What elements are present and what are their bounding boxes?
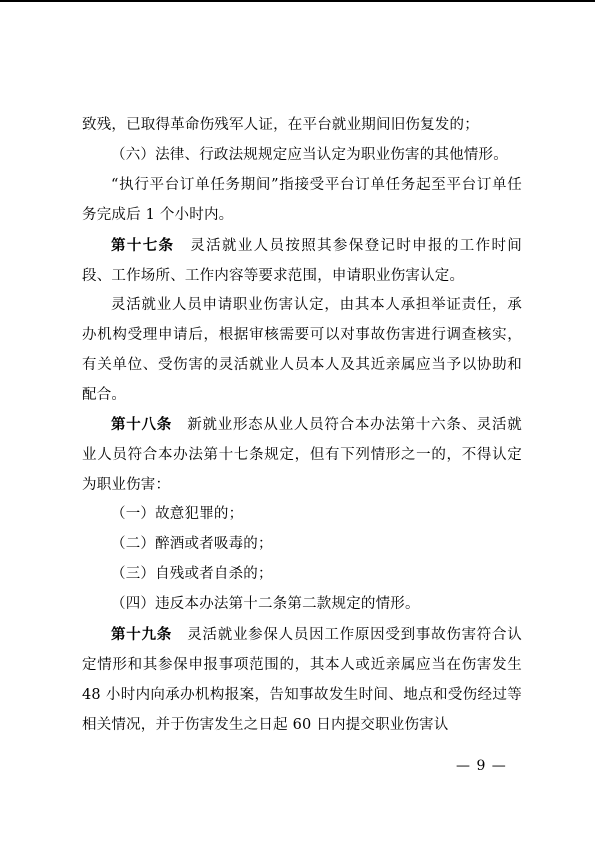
article-19-text: 灵活就业参保人员因工作原因受到事故伤害符合认定情形和其参保申报事项范围的，其本人或近亲属应当在伤害发生 48 小时内向承办机构报案，告知事故发生时间、地点和受伤经过等相关情况，并于伤害发生之日起 60 日内提交职业伤害认 (82, 627, 522, 733)
list-item: （三）自残或者自杀的； (111, 566, 273, 582)
article-17-paragraph (82, 231, 522, 292)
paragraph-definition: “执行平台订单任务期间”指接受平台订单任务起至平台订单任务完成后 1 个小时内。 (82, 177, 522, 223)
paragraph-item-six: （六）法律、行政法规规定应当认定为职业伤害的其他情形。 (111, 147, 508, 163)
article-18-paragraph (82, 410, 522, 501)
top-border-line (0, 0, 595, 2)
paragraph-continuation: 致残，已取得革命伤残军人证，在平台就业期间旧伤复发的； (82, 117, 479, 133)
article-19-paragraph (82, 620, 522, 741)
page-number: — 9 — (456, 758, 507, 774)
article-18-text: 新就业形态从业人员符合本办法第十六条、灵活就业人员符合本办法第十七条规定，但有下列情形之一的，不得认定为职业伤害： (82, 417, 522, 493)
article-17-heading: 第十七条 (111, 237, 175, 254)
paragraph-burden-of-proof: 灵活就业人员申请职业伤害认定，由其本人承担举证责任，承办机构受理申请后，根据审核需要可以对事故伤害进行调查核实，有关单位、受伤害的灵活就业人员本人及其近亲属应当予以协助和配合。 (82, 297, 522, 403)
list-item: （二）醉酒或者吸毒的； (111, 536, 273, 552)
article-18-heading: 第十八条 (111, 416, 172, 433)
list-item: （四）违反本办法第十二条第二款规定的情形。 (111, 596, 420, 612)
article-17-text: 灵活就业人员按照其参保登记时申报的工作时间段、工作场所、工作内容等要求范围，申请职业伤害认定。 (82, 238, 522, 284)
article-19-heading: 第十九条 (111, 626, 172, 643)
list-item: （一）故意犯罪的； (111, 506, 244, 522)
